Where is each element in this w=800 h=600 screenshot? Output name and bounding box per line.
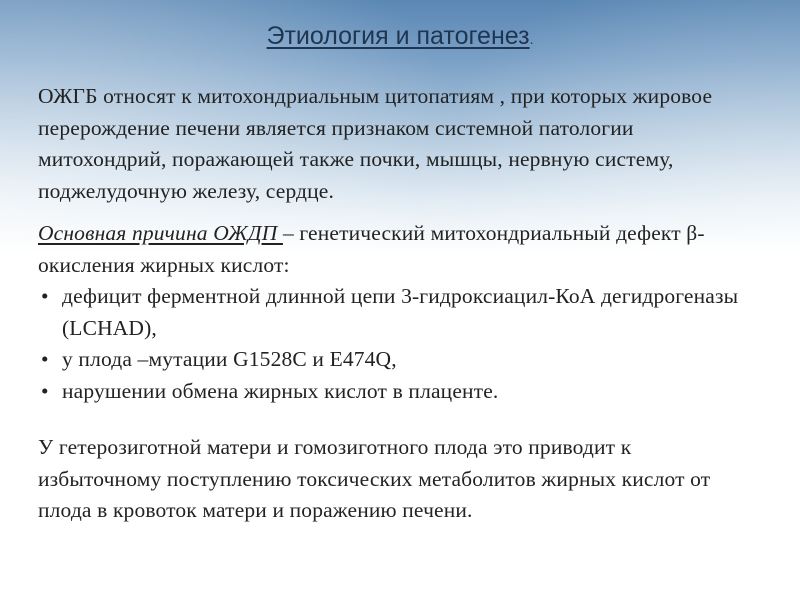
cause-heading: Основная причина ОЖДП <box>38 221 283 245</box>
slide-title-text: Этиология и патогенез <box>266 22 530 50</box>
bullet-text: нарушении обмена жирных кислот в плаценте. <box>62 378 499 403</box>
slide-title <box>0 22 800 51</box>
bullet-item-mutations <box>38 344 758 376</box>
cause-text: – генетический митохондриальный дефект β-окисления жирных кислот: <box>38 221 705 277</box>
bullet-icon: • <box>41 347 49 371</box>
bullet-item-placenta <box>38 376 758 408</box>
cause-bullet-list <box>38 281 758 407</box>
bullet-text: дефицит ферментной длинной цепи 3-гидроксиацил-КоА дегидрогеназы (LCHAD), <box>62 284 739 340</box>
outro-paragraph: У гетерозиготной матери и гомозиготного плода это приводит к избыточному поступлению токсических метаболитов жирных кислот от плода в кровоток матери и поражению печени. <box>38 435 711 522</box>
bullet-icon: • <box>41 284 49 308</box>
intro-paragraph: ОЖГБ относят к митохондриальным цитопатиям , при которых жировое перерождение печени является признаком системной патологии митохондрий, поражающей также почки, мышцы, нервную систему, поджелудочную железу, сердце. <box>38 84 713 203</box>
bullet-item-lchad <box>38 281 758 344</box>
cause-section <box>38 218 758 407</box>
cause-paragraph <box>38 218 758 281</box>
slide-title-suffix: . <box>529 31 534 47</box>
bullet-icon: • <box>41 378 49 403</box>
bullet-text: у плода –мутации G1528C и E474Q, <box>62 347 397 371</box>
